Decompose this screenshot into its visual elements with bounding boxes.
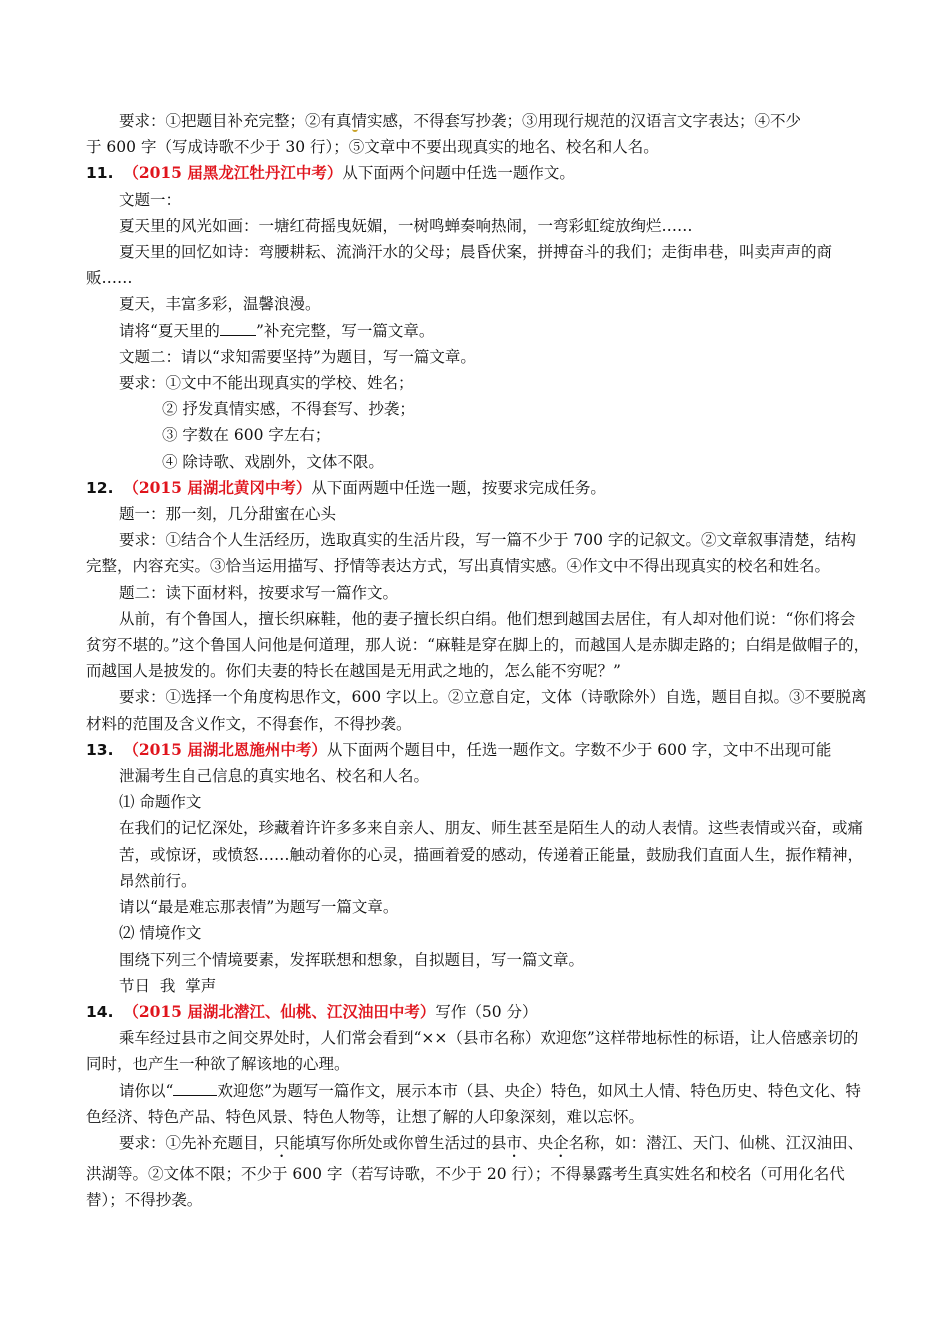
requirement <box>86 1130 870 1213</box>
question-11-heading <box>86 160 870 186</box>
question-title: 从下面两题中任选一题，按要求完成任务。 <box>311 478 606 497</box>
prompt-text: ”补充完整，写一篇文章。 <box>255 321 435 340</box>
requirement-head: 要求：①文中不能出现真实的学校、姓名； <box>119 374 414 393</box>
topic1-requirement: 要求：①结合个人生活经历，选取真实的生活片段，写一篇不少于 700 字的记叙文。②文章叙事清楚，结构完整，内容充实。③恰当运用描写、抒情等表达方式，写出真情实感。④作文中不得出现真实的校名和姓名。 <box>86 531 856 576</box>
section-label: ⑵ 情境作文 <box>119 924 202 943</box>
fill-in-prompt <box>86 318 870 344</box>
requirement-item: ② 抒发真情实感，不得套写、抄袭； <box>162 400 415 419</box>
topic1: 题一：那一刻，几分甜蜜在心头 <box>119 505 337 524</box>
section-elements: 节日 我 掌声 <box>119 976 217 995</box>
paragraph: 夏天里的回忆如诗：弯腰耕耘、流淌汗水的父母；晨昏伏案，拼搏奋斗的我们；走街串巷，叫卖声声的商贩…… <box>86 243 833 288</box>
topic1-label: 文题一： <box>119 190 182 209</box>
requirement-text: 能填写你所处或你曾生活过的县 <box>289 1133 507 1152</box>
topic2-requirement: 要求：①选择一个角度构思作文，600 字以上。②立意自定，文体（诗歌除外）自选，题目自拟。③不要脱离材料的范围及含义作文，不得套作，不得抄袭。 <box>86 688 867 733</box>
paragraph: 夏天，丰富多彩，温馨浪漫。 <box>119 295 321 314</box>
fill-blank <box>220 319 256 336</box>
emphasis-char: 企 <box>553 1133 569 1152</box>
requirement-text: 、央 <box>522 1133 554 1152</box>
question-title: 从下面两个问题中任选一题作文。 <box>342 164 575 183</box>
material-text: 从前，有个鲁国人，擅长织麻鞋，他的妻子擅长织白绢。他们想到越国去居住，有人却对他们说：“你们将会贫穷不堪的。”这个鲁国人问他是何道理，那人说：“麻鞋是穿在脚上的，而越国人是赤脚走路的；白绢是做帽子的，而越国人是披发的。你们夫妻的特长在越国是无用武之地的，怎么能不穷呢？” <box>86 609 870 681</box>
intro-requirement-line2: 于 600 字（写成诗歌不少于 30 行）；⑤文章中不要出现真实的地名、校名和人名。 <box>86 138 659 157</box>
paragraph: 夏天里的风光如画：一塘红荷摇曳妩媚，一树鸣蝉奏响热闹，一弯彩虹绽放绚烂…… <box>119 216 693 235</box>
question-12-heading <box>86 475 870 501</box>
question-number: 13. <box>86 740 114 759</box>
section-text: 围绕下列三个情境要素，发挥联想和想象，自拟题目，写一篇文章。 <box>119 950 585 969</box>
requirement-text: 要求：①先补充题目， <box>119 1133 275 1152</box>
question-source: （2015 届湖北黄冈中考） <box>123 477 312 497</box>
prompt-text: 请将“夏天里的 <box>119 321 220 340</box>
question-number: 12. <box>86 478 114 497</box>
fill-in-prompt <box>86 1078 870 1130</box>
requirement-item: ③ 字数在 600 字左右； <box>162 426 331 445</box>
prompt-text: 欢迎您”为题写一篇作文，展示本市（县、央企）特色，如风土人情、特色历史、特色文化、特色经济、特色产品、特色风景、特色人物等，让想了解的人印象深刻，难以忘怀。 <box>86 1081 861 1126</box>
question-number: 11. <box>86 164 114 183</box>
question-source: （2015 届湖北恩施州中考） <box>123 739 327 759</box>
document-page <box>86 108 870 1213</box>
emphasis-char: 只 <box>274 1133 290 1152</box>
prompt-text: 请你以“ <box>119 1081 174 1100</box>
question-source: （2015 届湖北潜江、仙桃、江汉油田中考） <box>123 1001 436 1021</box>
question-title: 从下面两个题目中，任选一题作文。字数不少于 600 字，文中不出现可能 <box>326 740 832 759</box>
topic2: 题二：读下面材料，按要求写一篇作文。 <box>119 583 399 602</box>
fill-blank <box>173 1079 217 1096</box>
question-source: （2015 届黑龙江牡丹江中考） <box>123 163 343 183</box>
emphasis-char: 市 <box>506 1133 523 1152</box>
topic2: 文题二：请以“求知需要坚持”为题目，写一篇文章。 <box>119 347 476 366</box>
question-14-heading <box>86 999 870 1025</box>
section-prompt: 请以“最是难忘那表情”为题写一篇文章。 <box>119 898 399 917</box>
question-title: 写作（50 分） <box>435 1002 538 1021</box>
section-text: 在我们的记忆深处，珍藏着许许多多来自亲人、朋友、师生甚至是陌生人的动人表情。这些表情或兴奋，或痛苦，或惊讶，或愤怒……触动着你的心灵，描画着爱的感动，传递着正能量，鼓励我们直面人生，振作精神，昂然前行。 <box>119 819 864 890</box>
question-13-heading <box>86 737 870 763</box>
paragraph: 乘车经过县市之间交界处时，人们常会看到“××（县市名称）欢迎您”这样带地标性的标语，让人倍感亲切的同时，也产生一种欲了解该地的心理。 <box>86 1029 859 1074</box>
requirement-text: 名称，如：潜江、天门、仙桃、江汉油田、洪湖等。②文体不限；不少于 600 字（若写诗歌，不少于 20 行）；不得暴露考生真实姓名和校名（可用化名代替）；不得抄袭。 <box>86 1133 864 1210</box>
question-number: 14. <box>86 1002 114 1021</box>
intro-requirement-line1: 要求：①把题目补充完整；②有真情实感，不得套写抄袭；③用现行规范的汉语言文字表达；④不少 <box>119 112 802 130</box>
section-label: ⑴ 命题作文 <box>119 793 202 812</box>
requirement-item: ④ 除诗歌、戏剧外，文体不限。 <box>162 452 384 471</box>
question-title-continued: 泄漏考生自己信息的真实地名、校名和人名。 <box>119 767 430 786</box>
